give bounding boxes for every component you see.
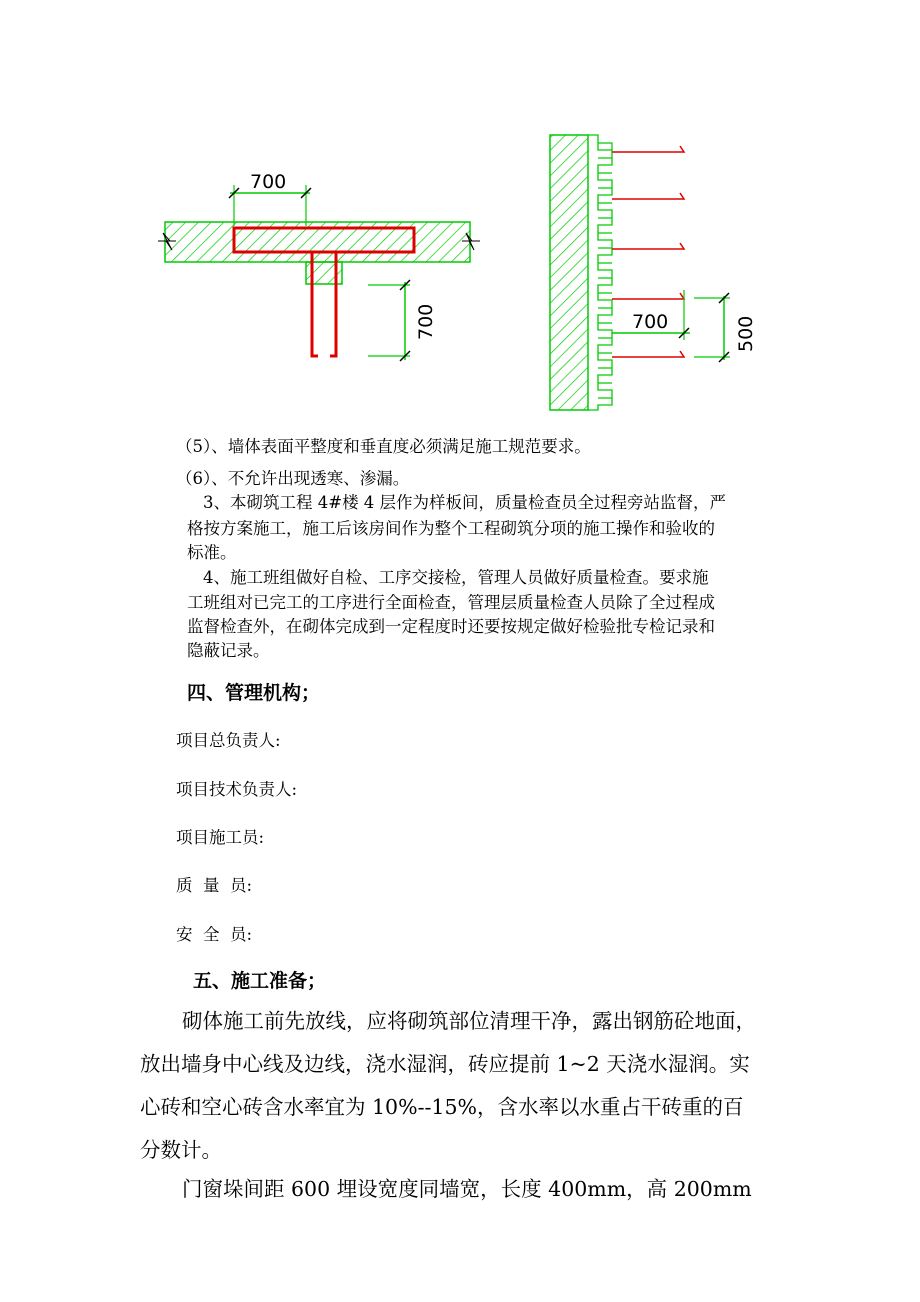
t-junction-figure [150, 160, 490, 370]
para3-line1: 3、本砌筑工程 4#楼 4 层作为样板间，质量检查员全过程旁站监督，严 [203, 493, 727, 512]
field-quality-officer: 质 量 员: [176, 876, 253, 895]
tie-bar-4 [612, 293, 684, 299]
brick-teeth [588, 135, 612, 410]
para4-line3: 监督检查外，在砌体完成到一定程度时还要按规定做好检验批专检记录和 [187, 617, 715, 636]
concrete-column [550, 135, 588, 410]
section5-para1-line1: 砌体施工前先放线，应将砌筑部位清理干净，露出钢筋砼地面， [182, 1009, 756, 1033]
left-vertical-dimension: 700 [415, 303, 437, 340]
para4-line2: 工班组对已完工的工序进行全面检查，管理层质量检查人员除了全过程成 [187, 593, 715, 612]
field-safety-officer: 安 全 员: [176, 925, 253, 944]
section4-title: 四、管理机构； [187, 682, 321, 704]
section5-para1-line2: 放出墙身中心线及边线，浇水湿润，砖应提前 1~2 天浇水湿润。实 [140, 1052, 750, 1076]
right-horizontal-dimension: 700 [632, 311, 669, 333]
section5-para2-line1: 门窗垛间距 600 埋设宽度同墙宽，长度 400mm，高 200mm [182, 1177, 752, 1201]
tie-bar-5 [612, 351, 684, 357]
tie-bar-3 [612, 243, 684, 249]
right-vertical-dimension: 500 [735, 315, 757, 352]
item-6: （6）、不允许出现透寒、渗漏。 [176, 469, 410, 488]
section5-para1-line4: 分数计。 [140, 1138, 222, 1162]
para3-line2: 格按方案施工，施工后该房间作为整个工程砌筑分项的施工操作和验收的 [187, 519, 715, 538]
section5-para1-line3: 心砖和空心砖含水率宜为 10%--15%，含水率以水重占干砖重的百 [140, 1095, 744, 1119]
wall-tie-figure [540, 125, 770, 415]
field-project-manager: 项目总负责人: [176, 731, 281, 750]
tie-bar-2 [612, 193, 684, 199]
tie-bar-1 [612, 146, 684, 152]
field-constructor: 项目施工员: [176, 828, 265, 847]
para4-line1: 4、施工班组做好自检、工序交接检，管理人员做好质量检查。要求施 [203, 568, 709, 587]
para3-line3: 标准。 [187, 543, 237, 562]
left-top-dimension: 700 [250, 171, 287, 193]
section5-title: 五、施工准备； [193, 970, 327, 992]
field-technical-manager: 项目技术负责人: [176, 780, 298, 799]
para4-line4: 隐蔽记录。 [187, 641, 270, 660]
item-5: （5）、墙体表面平整度和垂直度必须满足施工规范要求。 [176, 437, 591, 456]
